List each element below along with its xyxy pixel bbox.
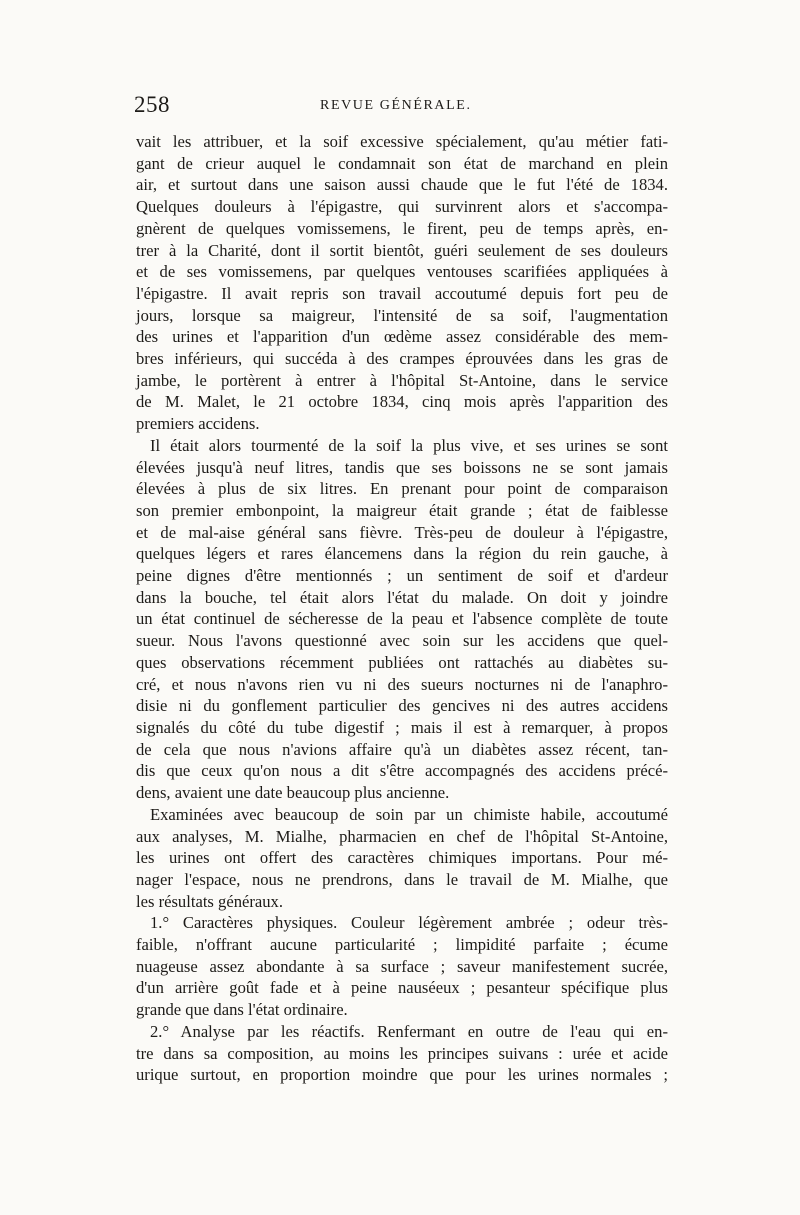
text-line: nuageuse assez abondante à sa surface ; saveur manifestement sucrée, (136, 956, 668, 976)
text-line: des urines et l'apparition d'un œdème assez considérable des mem- (136, 327, 668, 347)
text-line: cré, et nous n'avons rien vu ni des sueurs nocturnes ni de l'anaphro- (136, 674, 668, 694)
text-line: de cela que nous n'avions affaire qu'à un diabètes assez récent, tan- (136, 739, 668, 759)
text-line: 1.° Caractères physiques. Couleur légèrement ambrée ; odeur très- (150, 913, 668, 933)
text-line: nager l'espace, nous ne prendrons, dans le travail de M. Mialhe, que (136, 869, 668, 889)
text-line: Il était alors tourmenté de la soif la plus vive, et ses urines se sont (150, 435, 668, 455)
text-line: son premier embonpoint, la maigreur était grande ; état de faiblesse (136, 500, 668, 520)
text-line: vait les attribuer, et la soif excessive spécialement, qu'au métier fati- (136, 132, 668, 151)
paragraph (136, 1021, 668, 1086)
text-line: urique surtout, en proportion moindre que pour les urines normales ; (136, 1065, 668, 1085)
text-line: élevées à plus de six litres. En prenant pour point de comparaison (136, 479, 668, 499)
text-line: élevées jusqu'à neuf litres, tandis que ses boissons ne se sont jamais (136, 457, 668, 477)
text-line: de M. Malet, le 21 octobre 1834, cinq mois après l'apparition des (136, 392, 668, 412)
text-line: dans la bouche, tel était alors l'état du malade. On doit y joindre (136, 587, 668, 607)
text-line: quelques légers et rares élancemens dans la région du rein gauche, à (136, 544, 668, 564)
text-line: air, et surtout dans une saison aussi chaude que le fut l'été de 1834. (136, 175, 668, 195)
page-number: 258 (134, 92, 170, 117)
page-header (134, 92, 682, 122)
text-line: l'épigastre. Il avait repris son travail accoutumé depuis fort peu de (136, 283, 668, 303)
text-line: dens, avaient une date beaucoup plus ancienne. (136, 783, 450, 803)
text-line: Quelques douleurs à l'épigastre, qui survinrent alors et s'accompa- (136, 197, 668, 217)
paragraph (136, 435, 668, 804)
paragraph (136, 131, 668, 435)
text-line: Examinées avec beaucoup de soin par un chimiste habile, accoutumé (150, 804, 668, 824)
text-line: grande que dans l'état ordinaire. (136, 1000, 348, 1020)
paragraph (136, 912, 668, 1021)
text-line: bres inférieurs, qui succéda à des crampes éprouvées dans les gras de (136, 349, 668, 369)
text-line: tre dans sa composition, au moins les principes suivans : urée et acide (136, 1043, 668, 1063)
running-head: REVUE GÉNÉRALE. (320, 98, 472, 113)
text-line: trer à la Charité, dont il sortit bientôt, guéri seulement de ses douleurs (136, 240, 668, 260)
body-text (136, 131, 668, 1086)
text-line: jambe, le portèrent à entrer à l'hôpital St-Antoine, dans le service (136, 370, 668, 390)
text-line: jours, lorsque sa maigreur, l'intensité de sa soif, l'augmentation (136, 305, 668, 325)
text-line: faible, n'offrant aucune particularité ; limpidité parfaite ; écume (136, 935, 668, 955)
paragraph (136, 804, 668, 913)
text-line: premiers accidens. (136, 414, 260, 434)
text-line: aux analyses, M. Mialhe, pharmacien en chef de l'hôpital St-Antoine, (136, 826, 668, 846)
text-line: 2.° Analyse par les réactifs. Renfermant en outre de l'eau qui en- (150, 1021, 668, 1041)
text-line: les urines ont offert des caractères chimiques importans. Pour mé- (136, 848, 668, 868)
text-line: les résultats généraux. (136, 891, 283, 911)
text-line: et de mal-aise général sans fièvre. Très-peu de douleur à l'épigastre, (136, 522, 668, 542)
text-line: ques observations récemment publiées ont rattachés au diabètes su- (136, 652, 668, 672)
text-line: et de ses vomissemens, par quelques ventouses scarifiées appliquées à (136, 262, 668, 282)
text-line: disie ni du gonflement particulier des gencives ni des autres accidens (136, 696, 668, 716)
text-line: d'un arrière goût fade et à peine nauséeux ; pesanteur spécifique plus (136, 978, 668, 998)
text-line: signalés du côté du tube digestif ; mais il est à remarquer, à propos (136, 717, 668, 737)
text-line: dis que ceux qu'on nous a dit s'être accompagnés des accidens précé- (136, 761, 668, 781)
text-line: gant de crieur auquel le condamnait son état de marchand en plein (136, 153, 668, 173)
text-line: gnèrent de quelques vomissemens, le firent, peu de temps après, en- (136, 218, 668, 238)
text-line: un état continuel de sécheresse de la peau et l'absence complète de toute (136, 609, 668, 629)
text-line: peine dignes d'être mentionnés ; un sentiment de soif et d'ardeur (136, 566, 668, 586)
text-line: sueur. Nous l'avons questionné avec soin sur les accidens que quel- (136, 631, 668, 651)
